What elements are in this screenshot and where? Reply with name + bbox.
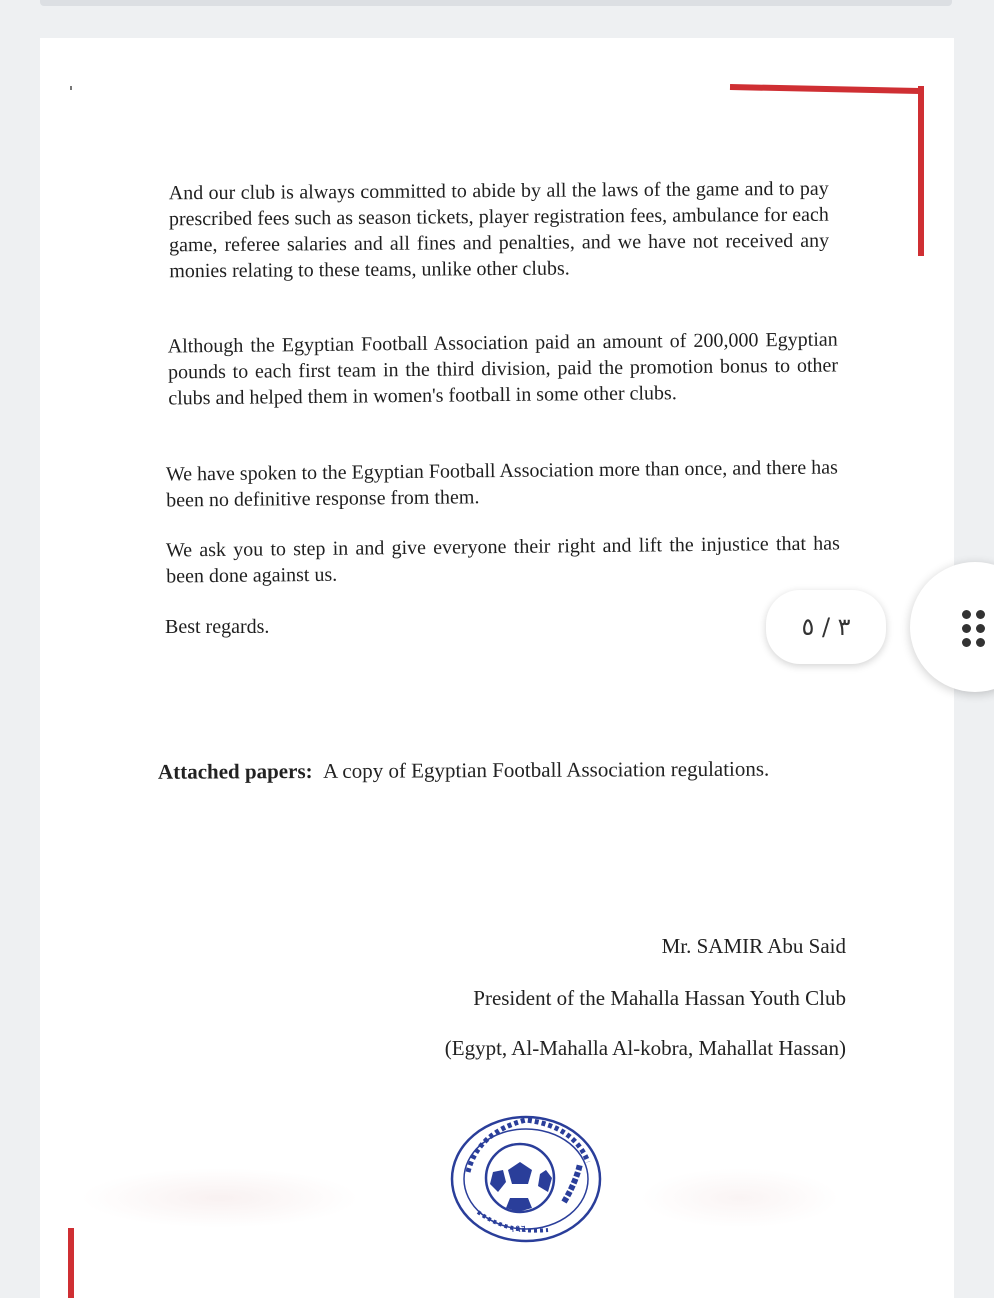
scan-speck — [70, 86, 72, 90]
signature-title: President of the Mahalla Hassan Youth Club — [473, 986, 846, 1010]
closing-regards: Best regards. — [165, 616, 270, 638]
scan-smudge-right — [640, 1168, 840, 1228]
signature-location: (Egypt, Al-Mahalla Al-kobra, Mahallat Hassan) — [444, 1036, 846, 1060]
scan-smudge-left — [80, 1168, 360, 1228]
top-divider — [40, 0, 952, 6]
stamp-year: ١٩٦٠ — [510, 1224, 532, 1235]
document-page — [40, 38, 954, 1298]
red-marker-stroke-right — [918, 86, 924, 256]
red-marker-stroke-top — [730, 84, 920, 94]
paragraph-association-payment: Although the Egyptian Football Association paid an amount of 200,000 Egyptian pounds to each first team in the third division, paid the promotion bonus to other clubs and helped them in women's football in some other clubs. — [167, 328, 839, 410]
signature-name: Mr. SAMIR Abu Said — [661, 934, 846, 958]
club-stamp — [448, 1112, 604, 1246]
attached-label: Attached papers: — [157, 758, 313, 784]
paragraph-no-response: We have spoken to the Egyptian Football Association more than once, and there has been no definitive response from them. — [165, 456, 838, 512]
dots-grid-icon — [962, 610, 992, 646]
red-marker-stroke-left — [68, 1228, 74, 1298]
paragraph-commitment: And our club is always committed to abide by all the laws of the game and to pay prescribed fees such as season tickets, player registration fees, ambulance for each game, referee salaries and all fines and penalties, and we have not received any monies relating to these teams, unlike other clubs. — [168, 177, 830, 283]
attached-papers — [158, 754, 844, 786]
attached-text: A copy of Egyptian Football Association regulations. — [323, 756, 770, 783]
page-indicator[interactable]: ٣ / ٥ — [766, 590, 886, 664]
paragraph-request: We ask you to step in and give everyone their right and lift the injustice that has been done against us. — [165, 532, 840, 588]
